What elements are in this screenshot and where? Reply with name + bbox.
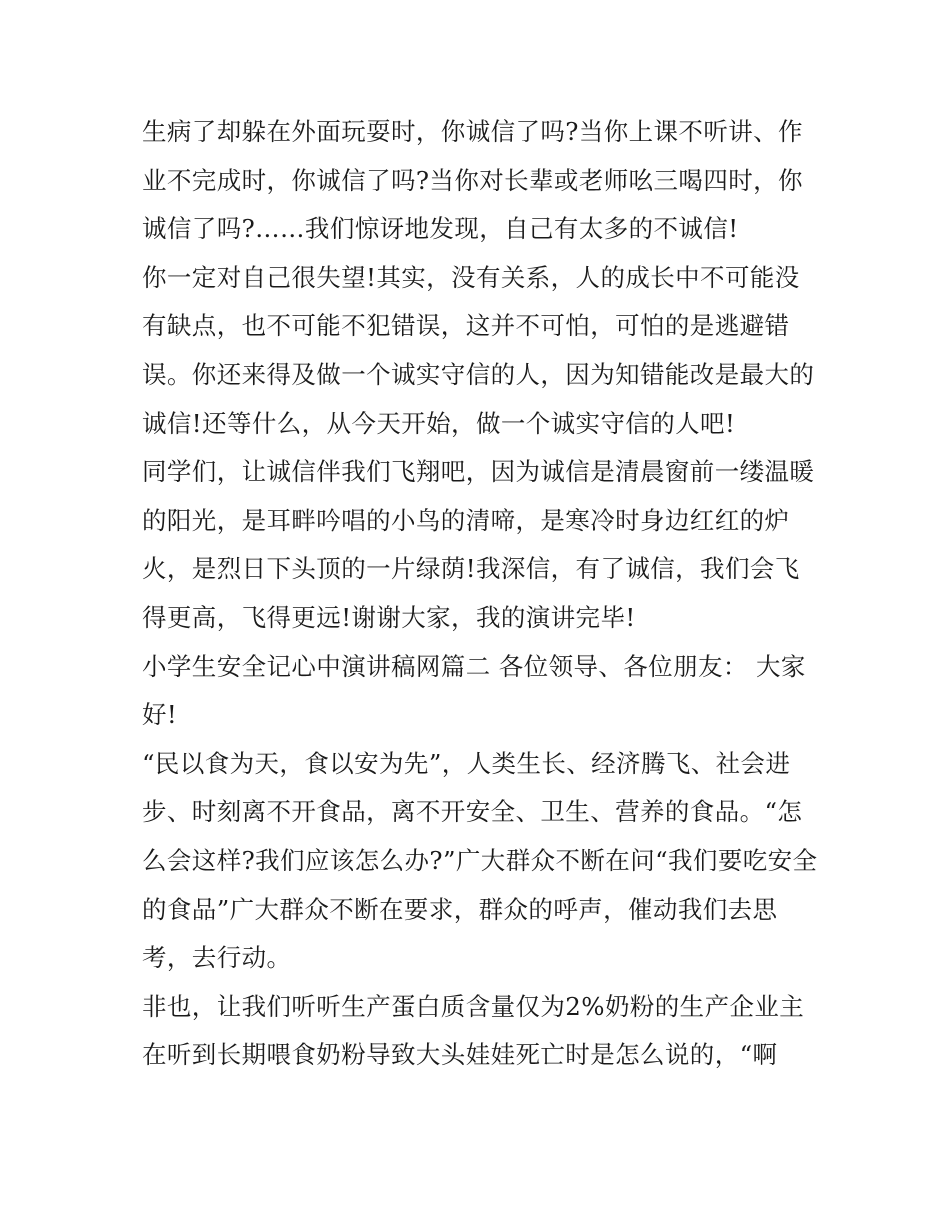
text-line: 诚信!还等什么，从今天开始，做一个诚实守信的人吧! xyxy=(142,408,736,438)
text-line: 同学们，让诚信伴我们飞翔吧，因为诚信是清晨窗前一缕温暖 xyxy=(142,457,815,487)
text-line: 的食品”广大群众不断在要求，群众的呼声，催动我们去思 xyxy=(142,894,778,924)
text-line: 火，是烈日下头顶的一片绿荫!我深信，有了诚信，我们会飞 xyxy=(142,554,800,584)
text-line: 生病了却躲在外面玩耍时，你诚信了吗?当你上课不听讲、作 xyxy=(142,117,803,146)
text-line: “民以食为天，食以安为先”，人类生长、经济腾飞、社会进 xyxy=(142,748,791,778)
text-line: 有缺点，也不可能不犯错误，这并不可怕，可怕的是逃避错 xyxy=(142,311,790,341)
document-body xyxy=(142,108,822,1080)
text-line: 么会这样?我们应该怎么办?”广大群众不断在问“我们要吃安全 xyxy=(142,845,818,875)
text-line: 好! xyxy=(142,700,178,730)
text-line: 的阳光，是耳畔吟唱的小鸟的清啼，是寒冷时身边红红的炉 xyxy=(142,505,790,535)
text-line: 考，去行动。 xyxy=(142,943,292,973)
text-line: 误。你还来得及做一个诚实守信的人，因为知错能改是最大的 xyxy=(142,359,815,389)
text-line: 非也，让我们听听生产蛋白质含量仅为2%奶粉的生产企业主 xyxy=(142,991,805,1021)
text-line: 诚信了吗?……我们惊讶地发现，自己有太多的不诚信! xyxy=(142,214,739,244)
text-line: 得更高，飞得更远!谢谢大家，我的演讲完毕! xyxy=(142,602,636,632)
text-line: 业不完成时，你诚信了吗?当你对长辈或老师吆三喝四时，你 xyxy=(142,165,803,195)
text-line: 在听到长期喂食奶粉导致大头娃娃死亡时是怎么说的，“啊 xyxy=(142,1040,778,1070)
text-line: 小学生安全记心中演讲稿网篇二 各位领导、各位朋友： 大家 xyxy=(142,651,806,681)
text-line: 步、时刻离不开食品，离不开安全、卫生、营养的食品。“怎 xyxy=(142,797,803,827)
text-line: 你一定对自己很失望!其实，没有关系，人的成长中不可能没 xyxy=(142,262,800,292)
